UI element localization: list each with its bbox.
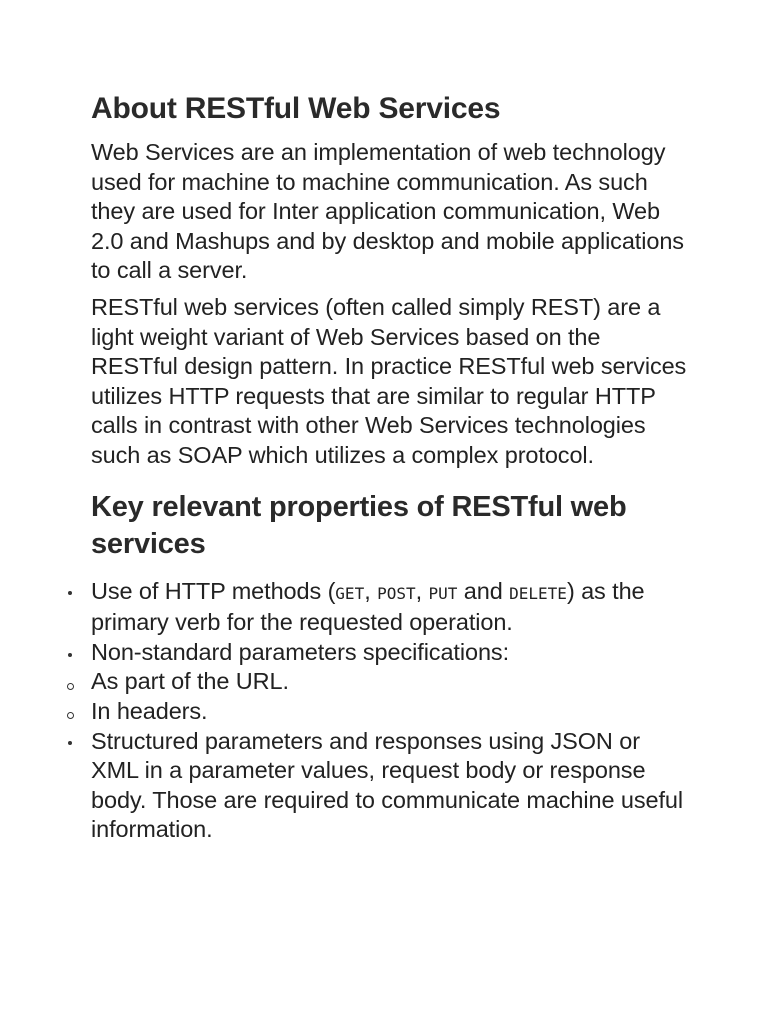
properties-list [91, 577, 691, 845]
list-item-text: Structured parameters and responses using JSON or XML in a parameter values, request body or response body. Those are required to communicate machine useful information. [91, 727, 684, 843]
bullet-circle-icon [65, 667, 75, 697]
list-item-text: ) as the primary verb for the requested operation. [91, 577, 645, 636]
paragraph-restful-services: RESTful web services (often called simply REST) are a light weight variant of Web Services based on the RESTful design pattern. In practice RESTful web services utilizes HTTP requests that are similar to regular HTTP calls in contrast with other Web Services technologies such as SOAP which utilizes a complex protocol. [91, 293, 687, 468]
code-post: POST [377, 583, 416, 603]
bullet-disc-icon [65, 638, 75, 668]
list-item-text: , [415, 577, 429, 604]
code-get: GET [335, 583, 365, 603]
code-put: PUT [428, 583, 458, 603]
paragraph-web-services: Web Services are an implementation of web technology used for machine to machine communication. As such they are used for Inter application communication, Web 2.0 and Mashups and by desktop and mobile applications to call a server. [91, 139, 684, 284]
list-item-url [91, 667, 691, 697]
list-item-text: In headers. [91, 697, 208, 724]
document-page [91, 88, 691, 845]
list-item-http-methods [91, 577, 691, 638]
heading-key-properties: Key relevant properties of RESTful web services [91, 490, 627, 560]
bullet-circle-icon [65, 697, 75, 727]
list-item-headers [91, 697, 691, 727]
bullet-disc-icon [65, 577, 75, 607]
list-item-text: As part of the URL. [91, 668, 289, 695]
list-item-structured-params [91, 727, 691, 845]
list-item-non-standard-params [91, 638, 691, 668]
list-item-text: Non-standard parameters specifications: [91, 638, 509, 665]
code-delete: DELETE [509, 583, 567, 603]
bullet-disc-icon [65, 727, 75, 757]
list-item-text: Use of HTTP methods ( [91, 577, 336, 604]
list-item-text: and [457, 577, 510, 604]
list-item-text: , [364, 577, 378, 604]
heading-about-restful: About RESTful Web Services [91, 92, 501, 125]
